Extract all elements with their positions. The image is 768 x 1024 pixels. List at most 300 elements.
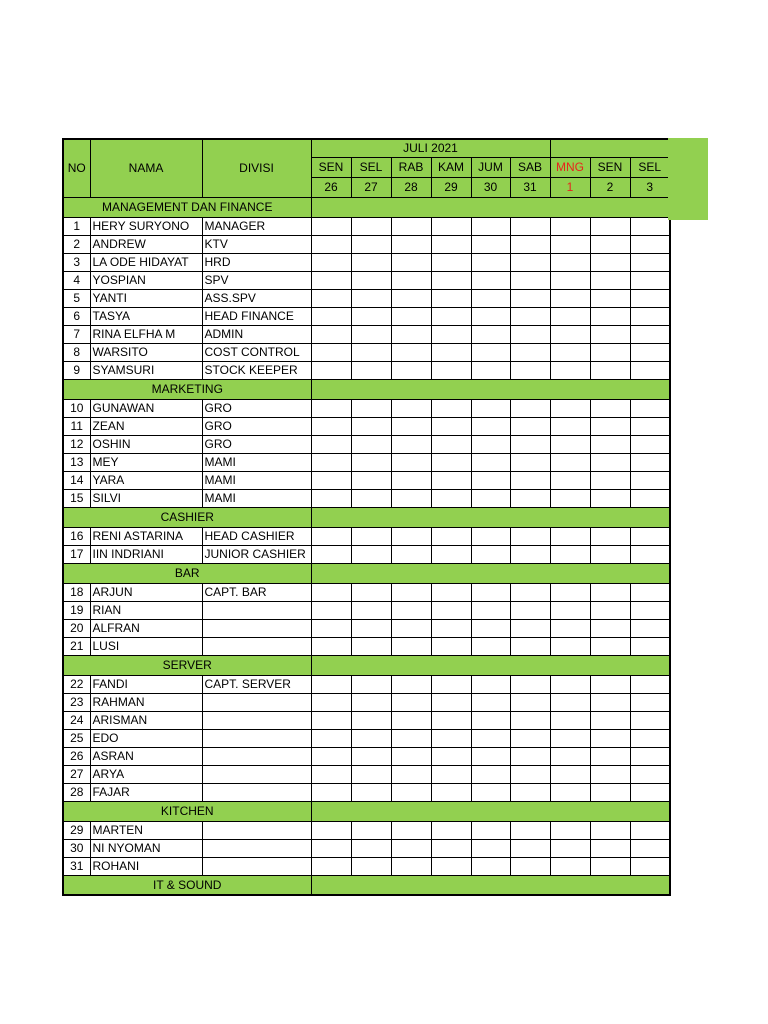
attendance-cell[interactable] bbox=[431, 857, 471, 875]
employee-no: 29 bbox=[63, 821, 90, 839]
attendance-cell[interactable] bbox=[550, 307, 590, 325]
attendance-cell[interactable] bbox=[351, 343, 391, 361]
attendance-cell[interactable] bbox=[311, 693, 351, 711]
employee-division bbox=[202, 619, 311, 637]
attendance-cell[interactable] bbox=[391, 435, 431, 453]
employee-division: MAMI bbox=[202, 453, 311, 471]
attendance-cell[interactable] bbox=[630, 747, 670, 765]
attendance-cell[interactable] bbox=[630, 453, 670, 471]
attendance-cell[interactable] bbox=[471, 253, 510, 271]
attendance-cell[interactable] bbox=[351, 489, 391, 507]
attendance-cell[interactable] bbox=[391, 637, 431, 655]
attendance-cell[interactable] bbox=[471, 601, 510, 619]
attendance-cell[interactable] bbox=[550, 399, 590, 417]
attendance-cell[interactable] bbox=[550, 361, 590, 379]
attendance-cell[interactable] bbox=[431, 271, 471, 289]
attendance-cell[interactable] bbox=[510, 453, 550, 471]
attendance-cell[interactable] bbox=[431, 471, 471, 489]
attendance-cell[interactable] bbox=[391, 601, 431, 619]
attendance-cell[interactable] bbox=[630, 583, 670, 601]
attendance-cell[interactable] bbox=[471, 435, 510, 453]
attendance-cell[interactable] bbox=[630, 271, 670, 289]
attendance-cell[interactable] bbox=[550, 235, 590, 253]
attendance-cell[interactable] bbox=[630, 361, 670, 379]
attendance-cell[interactable] bbox=[351, 821, 391, 839]
attendance-cell[interactable] bbox=[391, 399, 431, 417]
attendance-cell[interactable] bbox=[510, 361, 550, 379]
attendance-cell[interactable] bbox=[630, 307, 670, 325]
attendance-cell[interactable] bbox=[510, 583, 550, 601]
attendance-cell[interactable] bbox=[431, 583, 471, 601]
attendance-cell[interactable] bbox=[590, 527, 630, 545]
attendance-cell[interactable] bbox=[351, 289, 391, 307]
employee-name: ANDREW bbox=[90, 235, 202, 253]
attendance-cell[interactable] bbox=[550, 289, 590, 307]
attendance-cell[interactable] bbox=[391, 729, 431, 747]
attendance-cell[interactable] bbox=[391, 307, 431, 325]
attendance-cell[interactable] bbox=[510, 471, 550, 489]
attendance-cell[interactable] bbox=[590, 637, 630, 655]
attendance-cell[interactable] bbox=[630, 693, 670, 711]
attendance-cell[interactable] bbox=[311, 453, 351, 471]
attendance-cell[interactable] bbox=[590, 361, 630, 379]
attendance-cell[interactable] bbox=[510, 711, 550, 729]
attendance-cell[interactable] bbox=[590, 235, 630, 253]
attendance-cell[interactable] bbox=[550, 839, 590, 857]
attendance-cell[interactable] bbox=[471, 857, 510, 875]
employee-name: RENI ASTARINA bbox=[90, 527, 202, 545]
attendance-cell[interactable] bbox=[311, 637, 351, 655]
attendance-cell[interactable] bbox=[351, 783, 391, 801]
attendance-cell[interactable] bbox=[391, 489, 431, 507]
attendance-cell[interactable] bbox=[550, 217, 590, 235]
attendance-cell[interactable] bbox=[471, 693, 510, 711]
attendance-cell[interactable] bbox=[311, 747, 351, 765]
attendance-cell[interactable] bbox=[391, 747, 431, 765]
attendance-cell[interactable] bbox=[391, 471, 431, 489]
attendance-cell[interactable] bbox=[391, 839, 431, 857]
attendance-cell[interactable] bbox=[311, 527, 351, 545]
attendance-cell[interactable] bbox=[351, 637, 391, 655]
attendance-cell[interactable] bbox=[510, 821, 550, 839]
employee-row bbox=[63, 765, 670, 783]
attendance-cell[interactable] bbox=[391, 765, 431, 783]
attendance-cell[interactable] bbox=[391, 271, 431, 289]
attendance-cell[interactable] bbox=[471, 527, 510, 545]
attendance-cell[interactable] bbox=[471, 271, 510, 289]
attendance-cell[interactable] bbox=[630, 839, 670, 857]
attendance-cell[interactable] bbox=[510, 435, 550, 453]
attendance-cell[interactable] bbox=[311, 361, 351, 379]
attendance-cell[interactable] bbox=[630, 471, 670, 489]
attendance-cell[interactable] bbox=[431, 675, 471, 693]
attendance-cell[interactable] bbox=[510, 857, 550, 875]
attendance-cell[interactable] bbox=[351, 307, 391, 325]
attendance-cell[interactable] bbox=[471, 289, 510, 307]
attendance-cell[interactable] bbox=[391, 783, 431, 801]
attendance-cell[interactable] bbox=[590, 821, 630, 839]
attendance-cell[interactable] bbox=[630, 217, 670, 235]
attendance-cell[interactable] bbox=[510, 271, 550, 289]
attendance-cell[interactable] bbox=[550, 435, 590, 453]
section-fill bbox=[311, 379, 670, 399]
employee-row bbox=[63, 289, 670, 307]
employee-division: MAMI bbox=[202, 489, 311, 507]
attendance-cell[interactable] bbox=[431, 601, 471, 619]
attendance-cell[interactable] bbox=[630, 765, 670, 783]
attendance-cell[interactable] bbox=[630, 289, 670, 307]
attendance-cell[interactable] bbox=[431, 489, 471, 507]
attendance-cell[interactable] bbox=[630, 675, 670, 693]
attendance-cell[interactable] bbox=[630, 729, 670, 747]
attendance-cell[interactable] bbox=[431, 325, 471, 343]
attendance-cell[interactable] bbox=[431, 417, 471, 435]
attendance-cell[interactable] bbox=[590, 711, 630, 729]
attendance-cell[interactable] bbox=[311, 839, 351, 857]
attendance-cell[interactable] bbox=[431, 217, 471, 235]
attendance-cell[interactable] bbox=[630, 435, 670, 453]
attendance-cell[interactable] bbox=[431, 253, 471, 271]
attendance-cell[interactable] bbox=[550, 747, 590, 765]
attendance-cell[interactable] bbox=[510, 765, 550, 783]
attendance-cell[interactable] bbox=[590, 675, 630, 693]
attendance-cell[interactable] bbox=[550, 545, 590, 563]
attendance-cell[interactable] bbox=[471, 783, 510, 801]
attendance-cell[interactable] bbox=[550, 693, 590, 711]
attendance-cell[interactable] bbox=[550, 583, 590, 601]
attendance-cell[interactable] bbox=[431, 343, 471, 361]
attendance-cell[interactable] bbox=[471, 307, 510, 325]
attendance-cell[interactable] bbox=[550, 527, 590, 545]
day-name-5: SAB bbox=[510, 157, 550, 177]
attendance-cell[interactable] bbox=[590, 747, 630, 765]
attendance-cell[interactable] bbox=[351, 417, 391, 435]
attendance-cell[interactable] bbox=[550, 343, 590, 361]
day-date-5: 31 bbox=[510, 177, 550, 197]
attendance-cell[interactable] bbox=[590, 399, 630, 417]
attendance-cell[interactable] bbox=[311, 471, 351, 489]
attendance-cell[interactable] bbox=[351, 619, 391, 637]
attendance-cell[interactable] bbox=[471, 361, 510, 379]
attendance-cell[interactable] bbox=[431, 453, 471, 471]
attendance-cell[interactable] bbox=[311, 765, 351, 783]
attendance-cell[interactable] bbox=[590, 253, 630, 271]
attendance-cell[interactable] bbox=[510, 217, 550, 235]
attendance-cell[interactable] bbox=[550, 253, 590, 271]
attendance-cell[interactable] bbox=[590, 601, 630, 619]
attendance-cell[interactable] bbox=[510, 839, 550, 857]
attendance-cell[interactable] bbox=[311, 417, 351, 435]
attendance-cell[interactable] bbox=[351, 527, 391, 545]
attendance-cell[interactable] bbox=[590, 435, 630, 453]
employee-no: 9 bbox=[63, 361, 90, 379]
attendance-cell[interactable] bbox=[510, 527, 550, 545]
attendance-cell[interactable] bbox=[510, 783, 550, 801]
attendance-cell[interactable] bbox=[431, 729, 471, 747]
attendance-cell[interactable] bbox=[431, 747, 471, 765]
employee-row bbox=[63, 693, 670, 711]
attendance-cell[interactable] bbox=[391, 417, 431, 435]
attendance-cell[interactable] bbox=[391, 343, 431, 361]
attendance-cell[interactable] bbox=[311, 545, 351, 563]
attendance-cell[interactable] bbox=[471, 747, 510, 765]
attendance-cell[interactable] bbox=[590, 489, 630, 507]
attendance-cell[interactable] bbox=[311, 343, 351, 361]
attendance-cell[interactable] bbox=[471, 343, 510, 361]
attendance-cell[interactable] bbox=[630, 325, 670, 343]
attendance-cell[interactable] bbox=[391, 361, 431, 379]
attendance-cell[interactable] bbox=[311, 489, 351, 507]
attendance-cell[interactable] bbox=[391, 711, 431, 729]
employee-row bbox=[63, 343, 670, 361]
attendance-cell[interactable] bbox=[630, 527, 670, 545]
attendance-cell[interactable] bbox=[630, 235, 670, 253]
attendance-cell[interactable] bbox=[590, 619, 630, 637]
attendance-cell[interactable] bbox=[311, 619, 351, 637]
attendance-cell[interactable] bbox=[471, 619, 510, 637]
attendance-cell[interactable] bbox=[351, 583, 391, 601]
attendance-cell[interactable] bbox=[311, 271, 351, 289]
attendance-cell[interactable] bbox=[351, 325, 391, 343]
attendance-cell[interactable] bbox=[510, 637, 550, 655]
attendance-cell[interactable] bbox=[311, 821, 351, 839]
attendance-cell[interactable] bbox=[590, 729, 630, 747]
attendance-cell[interactable] bbox=[351, 435, 391, 453]
attendance-cell[interactable] bbox=[550, 417, 590, 435]
attendance-cell[interactable] bbox=[510, 619, 550, 637]
attendance-cell[interactable] bbox=[590, 417, 630, 435]
attendance-cell[interactable] bbox=[550, 729, 590, 747]
attendance-cell[interactable] bbox=[471, 729, 510, 747]
attendance-cell[interactable] bbox=[510, 253, 550, 271]
attendance-cell[interactable] bbox=[431, 435, 471, 453]
attendance-cell[interactable] bbox=[391, 545, 431, 563]
attendance-cell[interactable] bbox=[471, 399, 510, 417]
attendance-cell[interactable] bbox=[510, 489, 550, 507]
attendance-cell[interactable] bbox=[431, 235, 471, 253]
attendance-cell[interactable] bbox=[311, 729, 351, 747]
attendance-cell[interactable] bbox=[550, 857, 590, 875]
attendance-cell[interactable] bbox=[391, 583, 431, 601]
attendance-cell[interactable] bbox=[471, 839, 510, 857]
attendance-cell[interactable] bbox=[391, 325, 431, 343]
attendance-cell[interactable] bbox=[590, 693, 630, 711]
attendance-cell[interactable] bbox=[391, 693, 431, 711]
attendance-cell[interactable] bbox=[351, 235, 391, 253]
attendance-cell[interactable] bbox=[431, 637, 471, 655]
attendance-cell[interactable] bbox=[311, 857, 351, 875]
attendance-cell[interactable] bbox=[510, 417, 550, 435]
attendance-cell[interactable] bbox=[351, 839, 391, 857]
attendance-cell[interactable] bbox=[311, 253, 351, 271]
employee-no: 18 bbox=[63, 583, 90, 601]
attendance-cell[interactable] bbox=[590, 325, 630, 343]
attendance-cell[interactable] bbox=[590, 471, 630, 489]
attendance-cell[interactable] bbox=[550, 325, 590, 343]
attendance-cell[interactable] bbox=[431, 765, 471, 783]
attendance-cell[interactable] bbox=[391, 675, 431, 693]
attendance-cell[interactable] bbox=[391, 619, 431, 637]
attendance-cell[interactable] bbox=[630, 399, 670, 417]
attendance-cell[interactable] bbox=[391, 821, 431, 839]
attendance-cell[interactable] bbox=[351, 601, 391, 619]
section-title: IT & SOUND bbox=[63, 875, 311, 895]
attendance-cell[interactable] bbox=[311, 711, 351, 729]
attendance-cell[interactable] bbox=[351, 693, 391, 711]
attendance-cell[interactable] bbox=[590, 783, 630, 801]
attendance-cell[interactable] bbox=[590, 271, 630, 289]
attendance-cell[interactable] bbox=[351, 765, 391, 783]
attendance-cell[interactable] bbox=[471, 711, 510, 729]
attendance-cell[interactable] bbox=[471, 765, 510, 783]
attendance-cell[interactable] bbox=[630, 821, 670, 839]
attendance-cell[interactable] bbox=[351, 729, 391, 747]
attendance-cell[interactable] bbox=[550, 453, 590, 471]
attendance-cell[interactable] bbox=[311, 307, 351, 325]
attendance-cell[interactable] bbox=[471, 453, 510, 471]
attendance-cell[interactable] bbox=[471, 325, 510, 343]
attendance-cell[interactable] bbox=[550, 271, 590, 289]
attendance-cell[interactable] bbox=[590, 453, 630, 471]
attendance-cell[interactable] bbox=[510, 325, 550, 343]
attendance-cell[interactable] bbox=[471, 217, 510, 235]
attendance-cell[interactable] bbox=[431, 693, 471, 711]
attendance-cell[interactable] bbox=[590, 839, 630, 857]
attendance-cell[interactable] bbox=[351, 545, 391, 563]
attendance-cell[interactable] bbox=[391, 453, 431, 471]
attendance-cell[interactable] bbox=[630, 545, 670, 563]
attendance-cell[interactable] bbox=[471, 417, 510, 435]
attendance-cell[interactable] bbox=[311, 289, 351, 307]
attendance-cell[interactable] bbox=[391, 527, 431, 545]
attendance-cell[interactable] bbox=[510, 235, 550, 253]
attendance-cell[interactable] bbox=[510, 343, 550, 361]
attendance-cell[interactable] bbox=[471, 471, 510, 489]
attendance-cell[interactable] bbox=[431, 783, 471, 801]
attendance-cell[interactable] bbox=[550, 471, 590, 489]
attendance-cell[interactable] bbox=[471, 235, 510, 253]
attendance-cell[interactable] bbox=[510, 545, 550, 563]
attendance-cell[interactable] bbox=[311, 783, 351, 801]
attendance-cell[interactable] bbox=[510, 307, 550, 325]
attendance-cell[interactable] bbox=[590, 307, 630, 325]
attendance-cell[interactable] bbox=[550, 601, 590, 619]
attendance-cell[interactable] bbox=[351, 711, 391, 729]
attendance-cell[interactable] bbox=[630, 343, 670, 361]
attendance-cell[interactable] bbox=[630, 601, 670, 619]
attendance-cell[interactable] bbox=[550, 675, 590, 693]
attendance-cell[interactable] bbox=[550, 821, 590, 839]
attendance-cell[interactable] bbox=[431, 839, 471, 857]
attendance-cell[interactable] bbox=[471, 821, 510, 839]
employee-row bbox=[63, 361, 670, 379]
attendance-cell[interactable] bbox=[510, 729, 550, 747]
attendance-cell[interactable] bbox=[311, 583, 351, 601]
attendance-cell[interactable] bbox=[510, 693, 550, 711]
attendance-cell[interactable] bbox=[431, 527, 471, 545]
day-date-4: 30 bbox=[471, 177, 510, 197]
attendance-cell[interactable] bbox=[510, 601, 550, 619]
attendance-cell[interactable] bbox=[590, 857, 630, 875]
attendance-cell[interactable] bbox=[311, 217, 351, 235]
attendance-cell[interactable] bbox=[391, 289, 431, 307]
attendance-cell[interactable] bbox=[471, 583, 510, 601]
attendance-cell[interactable] bbox=[431, 711, 471, 729]
attendance-cell[interactable] bbox=[510, 675, 550, 693]
attendance-cell[interactable] bbox=[311, 325, 351, 343]
attendance-cell[interactable] bbox=[351, 271, 391, 289]
attendance-cell[interactable] bbox=[510, 289, 550, 307]
attendance-cell[interactable] bbox=[351, 399, 391, 417]
attendance-cell[interactable] bbox=[630, 711, 670, 729]
attendance-cell[interactable] bbox=[630, 637, 670, 655]
attendance-cell[interactable] bbox=[351, 675, 391, 693]
attendance-cell[interactable] bbox=[550, 619, 590, 637]
attendance-cell[interactable] bbox=[590, 583, 630, 601]
attendance-cell[interactable] bbox=[630, 253, 670, 271]
attendance-cell[interactable] bbox=[590, 545, 630, 563]
employee-row bbox=[63, 527, 670, 545]
attendance-cell[interactable] bbox=[550, 637, 590, 655]
attendance-cell[interactable] bbox=[311, 435, 351, 453]
attendance-cell[interactable] bbox=[471, 637, 510, 655]
section-fill bbox=[311, 563, 670, 583]
attendance-cell[interactable] bbox=[590, 217, 630, 235]
attendance-cell[interactable] bbox=[471, 675, 510, 693]
attendance-cell[interactable] bbox=[630, 783, 670, 801]
attendance-cell[interactable] bbox=[550, 765, 590, 783]
attendance-cell[interactable] bbox=[510, 399, 550, 417]
attendance-cell[interactable] bbox=[471, 545, 510, 563]
attendance-cell[interactable] bbox=[590, 765, 630, 783]
attendance-cell[interactable] bbox=[510, 747, 550, 765]
attendance-cell[interactable] bbox=[431, 307, 471, 325]
attendance-cell[interactable] bbox=[351, 217, 391, 235]
attendance-cell[interactable] bbox=[630, 489, 670, 507]
attendance-cell[interactable] bbox=[550, 783, 590, 801]
attendance-cell[interactable] bbox=[431, 545, 471, 563]
attendance-cell[interactable] bbox=[351, 857, 391, 875]
attendance-cell[interactable] bbox=[590, 289, 630, 307]
attendance-cell[interactable] bbox=[431, 399, 471, 417]
attendance-cell[interactable] bbox=[471, 489, 510, 507]
attendance-cell[interactable] bbox=[391, 217, 431, 235]
attendance-cell[interactable] bbox=[630, 417, 670, 435]
attendance-cell[interactable] bbox=[550, 711, 590, 729]
attendance-cell[interactable] bbox=[630, 619, 670, 637]
attendance-cell[interactable] bbox=[431, 361, 471, 379]
attendance-cell[interactable] bbox=[311, 675, 351, 693]
attendance-cell[interactable] bbox=[351, 253, 391, 271]
attendance-cell[interactable] bbox=[311, 235, 351, 253]
attendance-cell[interactable] bbox=[391, 253, 431, 271]
attendance-cell[interactable] bbox=[431, 821, 471, 839]
attendance-cell[interactable] bbox=[630, 857, 670, 875]
attendance-cell[interactable] bbox=[351, 471, 391, 489]
attendance-cell[interactable] bbox=[431, 619, 471, 637]
attendance-cell[interactable] bbox=[311, 601, 351, 619]
attendance-cell[interactable] bbox=[550, 489, 590, 507]
attendance-cell[interactable] bbox=[311, 399, 351, 417]
employee-no: 25 bbox=[63, 729, 90, 747]
attendance-cell[interactable] bbox=[590, 343, 630, 361]
attendance-cell[interactable] bbox=[351, 453, 391, 471]
attendance-cell[interactable] bbox=[351, 361, 391, 379]
attendance-cell[interactable] bbox=[431, 289, 471, 307]
attendance-cell[interactable] bbox=[391, 857, 431, 875]
attendance-cell[interactable] bbox=[351, 747, 391, 765]
attendance-cell[interactable] bbox=[391, 235, 431, 253]
